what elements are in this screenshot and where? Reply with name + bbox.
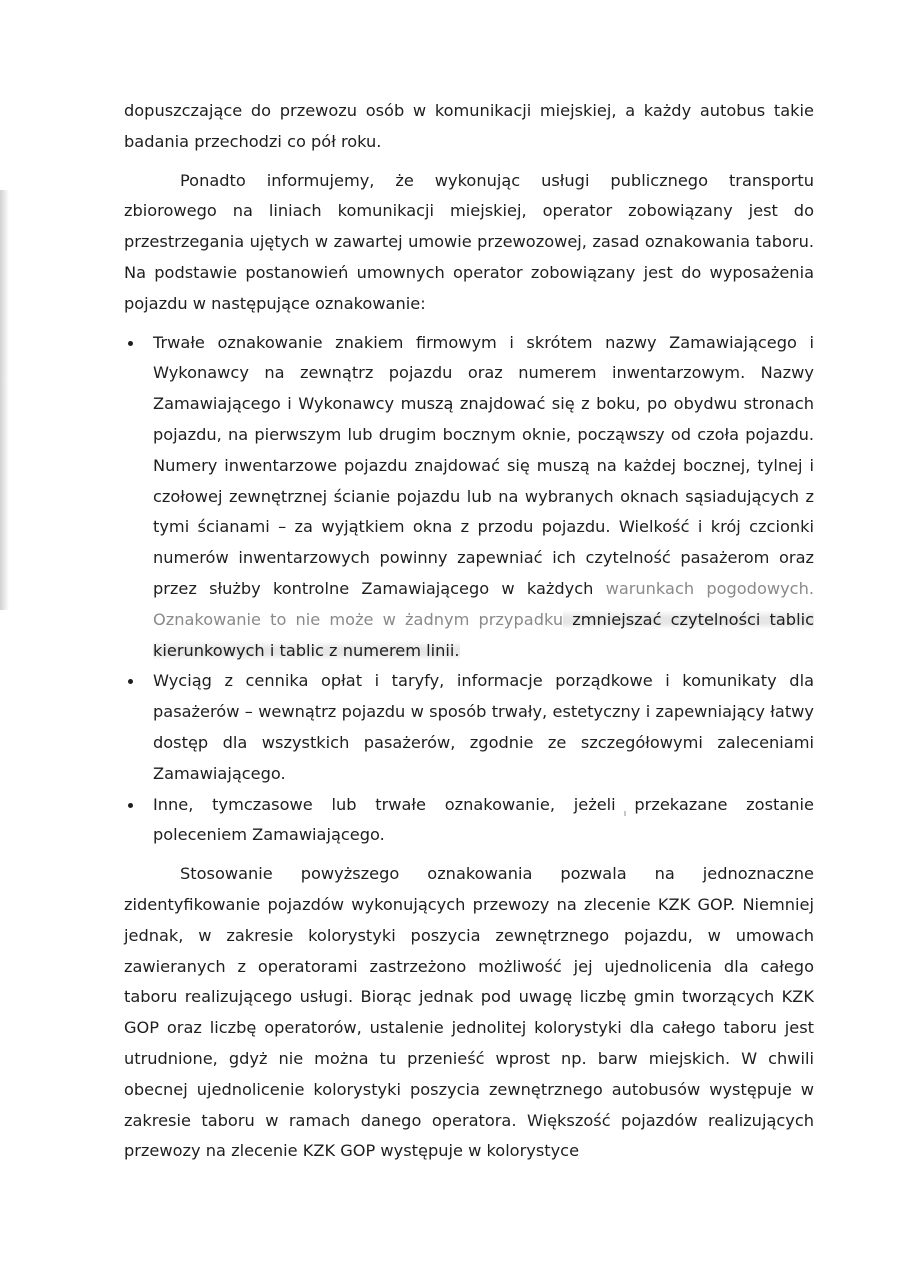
list-item-smudged-text: zmniejszać czytelności tablic kierunkowych i tablic z numerem linii. — [153, 609, 814, 660]
list-item-faded-text: warunkach pogodowych. Oznakowanie to nie może w żadnym przypadku — [153, 578, 814, 629]
marking-requirements-list — [124, 328, 814, 852]
list-item-text: Inne, tymczasowe lub trwałe oznakowanie, jeżeli przekazane zostanie poleceniem Zamawiającego. — [153, 794, 814, 845]
scan-edge-shadow — [0, 190, 9, 610]
list-item — [124, 666, 814, 789]
list-item — [124, 328, 814, 667]
list-item — [124, 790, 814, 852]
document-page — [124, 96, 814, 1167]
list-item-text: Wyciąg z cennika opłat i taryfy, informacje porządkowe i komunikaty dla pasażerów – wewnątrz pojazdu w sposób trwały, estetyczny i zapewniający łatwy dostęp dla wszystkich pasażerów, zgodnie ze szczegółowymi zaleceniami Zamawiającego. — [153, 671, 814, 783]
summary-paragraph: Stosowanie powyższego oznakowania pozwala na jednoznaczne zidentyfikowanie pojazdów wykonujących przewozy na zlecenie KZK GOP. Niemniej jednak, w zakresie kolorystyki poszycia zewnętrznego pojazdu, w umowach zawieranych z operatorami zastrzeżono możliwość jej ujednolicenia dla całego taboru realizującego usługi. Biorąc jednak pod uwagę liczbę gmin tworzących KZK GOP oraz liczbę operatorów, ustalenie jednolitej kolorystyki dla całego taboru jest utrudnione, gdyż nie można tu przenieść wprost np. barw miejskich. W chwili obecnej ujednolicenie kolorystyki poszycia zewnętrznego autobusów występuje w zakresie taboru w ramach danego operatora. Większość pojazdów realizujących przewozy na zlecenie KZK GOP występuje w kolorystyce — [124, 864, 814, 1161]
intro-paragraph: dopuszczające do przewozu osób w komunikacji miejskiej, a każdy autobus takie badania przechodzi co pół roku. — [124, 101, 814, 151]
notice-paragraph: Ponadto informujemy, że wykonując usługi publicznego transportu zbiorowego na liniach komunikacji miejskiej, operator zobowiązany jest do przestrzegania ujętych w zawartej umowie przewozowej, zasad oznakowania taboru. Na podstawie postanowień umownych operator zobowiązany jest do wyposażenia pojazdu w następujące oznakowanie: — [124, 170, 814, 313]
list-item-text: Trwałe oznakowanie znakiem firmowym i skrótem nazwy Zamawiającego i Wykonawcy na zewnątrz pojazdu oraz numerem inwentarzowym. Nazwy Zamawiającego i Wykonawcy muszą znajdować się z boku, po obydwu stronach pojazdu, na pierwszym lub drugim bocznym oknie, począwszy od czoła pojazdu. Numery inwentarzowe pojazdu znajdować się muszą na każdej bocznej, tylnej i czołowej zewnętrznej ścianie pojazdu lub na wybranych oknach sąsiadujących z tymi ścianami – za wyjątkiem okna z przodu pojazdu. Wielkość i krój czcionki numerów inwentarzowych powinny zapewniać ich czytelność pasażerom oraz przez służby kontrolne Zamawiającego w każdych — [153, 332, 814, 598]
